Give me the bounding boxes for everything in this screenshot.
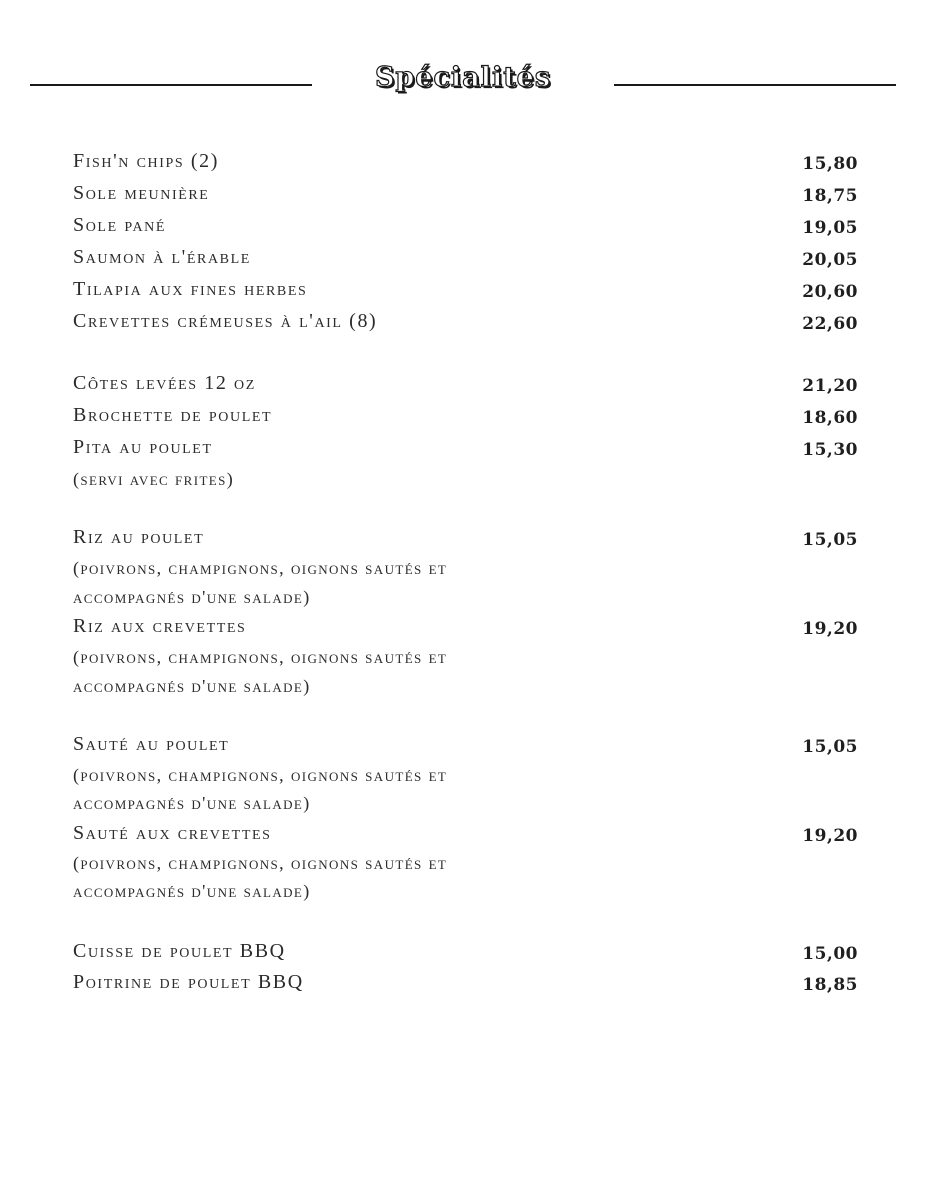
item-price: 15,00 [802, 944, 858, 964]
header-rule-right [614, 84, 896, 86]
menu-item [73, 182, 858, 212]
menu-item [73, 404, 858, 434]
item-name: Crevettes crémeuses à l'ail (8) [73, 310, 378, 332]
item-price: 19,20 [802, 619, 858, 639]
item-price: 18,60 [802, 408, 858, 428]
item-note: accompagnés d'une salade) [73, 881, 311, 901]
item-name: Brochette de poulet [73, 404, 273, 426]
item-name: Riz aux crevettes [73, 615, 247, 637]
item-note: accompagnés d'une salade) [73, 676, 311, 696]
menu-item [73, 940, 858, 970]
item-name: Pita au poulet [73, 436, 213, 458]
item-note: (poivrons, champignons, oignons sautés et [73, 765, 448, 785]
item-price: 18,85 [802, 975, 858, 995]
item-name: Fish'n chips (2) [73, 150, 219, 172]
item-price: 19,05 [802, 218, 858, 238]
menu-item [73, 526, 858, 556]
item-name: Côtes levées 12 oz [73, 372, 256, 394]
item-note: accompagnés d'une salade) [73, 793, 311, 813]
item-price: 21,20 [802, 376, 858, 396]
item-name: Saumon à l'érable [73, 246, 251, 268]
item-name: Poitrine de poulet BBQ [73, 971, 304, 993]
item-note: (poivrons, champignons, oignons sautés et [73, 647, 448, 667]
item-price: 19,20 [802, 826, 858, 846]
item-price: 20,05 [802, 250, 858, 270]
menu-item [73, 971, 858, 1001]
item-name: Tilapia aux fines herbes [73, 278, 308, 300]
menu-item [73, 733, 858, 763]
section-title: Spécialités [374, 62, 552, 93]
menu-item [73, 436, 858, 466]
item-price: 15,30 [802, 440, 858, 460]
item-name: Sauté au poulet [73, 733, 230, 755]
item-name: Riz au poulet [73, 526, 205, 548]
menu-item [73, 246, 858, 276]
item-price: 18,75 [802, 186, 858, 206]
item-note: (poivrons, champignons, oignons sautés et [73, 853, 448, 873]
item-name: Cuisse de poulet BBQ [73, 940, 286, 962]
menu-item [73, 372, 858, 402]
item-price: 20,60 [802, 282, 858, 302]
menu-item [73, 822, 858, 852]
item-name: Sauté aux crevettes [73, 822, 272, 844]
menu-item [73, 615, 858, 645]
item-note: accompagnés d'une salade) [73, 587, 311, 607]
item-note: (poivrons, champignons, oignons sautés et [73, 558, 448, 578]
item-name: Sole meunière [73, 182, 210, 204]
menu-item [73, 150, 858, 180]
item-price: 15,80 [802, 154, 858, 174]
item-note: (servi avec frites) [73, 469, 235, 489]
item-name: Sole pané [73, 214, 167, 236]
menu-item [73, 310, 858, 340]
menu-item [73, 214, 858, 244]
item-price: 15,05 [802, 737, 858, 757]
item-price: 15,05 [802, 530, 858, 550]
section-header [0, 62, 927, 106]
menu-item [73, 278, 858, 308]
header-rule-left [30, 84, 312, 86]
item-price: 22,60 [802, 314, 858, 334]
